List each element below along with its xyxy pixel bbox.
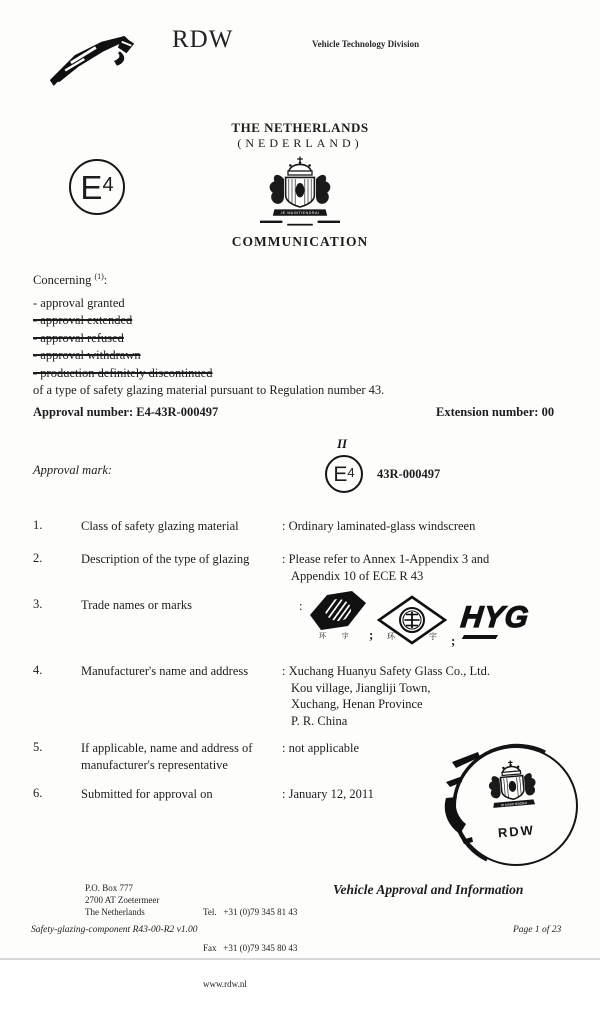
footer-address-line: P.O. Box 777 [85, 882, 159, 894]
detail-4-value-line: Xuchang Huanyu Safety Glass Co., Ltd. [289, 664, 490, 678]
trademark-diamond-caption-left: 环 [387, 632, 396, 641]
country-title-native: (NEDERLAND) [0, 136, 600, 151]
netherlands-coat-of-arms-icon [252, 156, 348, 234]
detail-2-label: Description of the type of glazing [81, 551, 286, 568]
stamp-coat-of-arms-icon [473, 757, 552, 823]
footer-website[interactable]: www.rdw.nl [203, 978, 297, 990]
trademark-diamond-caption-right: 宇 [429, 631, 437, 641]
footnote-ref: (1) [94, 272, 103, 281]
approval-number-label: Approval number: [33, 405, 133, 419]
trademark-hyg-logo [461, 601, 591, 643]
e-badge-digit: 4 [102, 175, 113, 195]
coat-of-arms-motto: JE MAINTIENDRAI [281, 211, 320, 215]
detail-3-label: Trade names or marks [81, 597, 286, 614]
detail-4-value-line: Xuchang, Henan Province [282, 696, 490, 713]
trademark-diamond-icon [377, 595, 447, 645]
detail-4-label: Manufacturer's name and address [81, 663, 286, 680]
country-title: THE NETHERLANDS [0, 120, 600, 136]
footer-page-number: Page 1 of 23 [513, 925, 561, 935]
separator-semicolon: ; [451, 633, 455, 649]
colon: : [282, 664, 285, 678]
e-badge-digit: 4 [347, 466, 354, 479]
trademark-hexagon-caption: 环 宇 [319, 631, 356, 641]
e4-approval-badge [69, 159, 125, 215]
document-type-title: COMMUNICATION [0, 234, 600, 250]
approval-mark-code: 43R-000497 [377, 467, 440, 482]
stamp-motto: JE MAINTIENDRAI [501, 801, 528, 807]
option-approval-refused: - approval refused [33, 330, 212, 347]
option-approval-extended: - approval extended [33, 312, 212, 329]
footer-address-line: 2700 AT Zoetermeer [85, 894, 159, 906]
colon: : [282, 741, 285, 755]
approval-number-value: E4-43R-000497 [136, 405, 218, 419]
approval-mark-numeral: II [337, 436, 347, 452]
extension-number-label: Extension number: [436, 405, 538, 419]
option-approval-withdrawn: - approval withdrawn [33, 347, 212, 364]
detail-2-value-line: Please refer to Annex 1-Appendix 3 and [289, 552, 490, 566]
e-badge-letter: E [80, 171, 102, 204]
option-production-discontinued: - production definitely discontinued [33, 365, 212, 382]
approval-mark-e4-badge [325, 455, 363, 493]
detail-4-value [282, 663, 490, 729]
colon: : [282, 519, 285, 533]
footer-department: Vehicle Approval and Information [333, 882, 523, 898]
detail-2-value [282, 551, 489, 584]
detail-6-value [282, 786, 374, 803]
colon: : [299, 599, 302, 614]
detail-4-number: 4. [33, 663, 42, 678]
detail-2-number: 2. [33, 551, 42, 566]
trademark-hyg-text: HYG [459, 601, 531, 635]
concerning-heading [33, 272, 107, 288]
detail-1-value-line: Ordinary laminated-glass windscreen [289, 519, 476, 533]
detail-6-label: Submitted for approval on [81, 786, 286, 803]
concerning-subject: of a type of safety glazing material pursuant to Regulation number 43. [33, 383, 384, 398]
footer-address [85, 882, 159, 918]
concerning-colon: : [104, 273, 107, 287]
separator-semicolon: ; [369, 627, 373, 643]
extension-number-value: 00 [542, 405, 555, 419]
detail-6-value-line: January 12, 2011 [289, 787, 374, 801]
concerning-label: Concerning [33, 273, 91, 287]
colon: : [282, 787, 285, 801]
approval-number [33, 405, 218, 420]
approval-mark-label: Approval mark: [33, 463, 112, 478]
footer-fax-line: Fax +31 (0)79 345 80 43 [203, 942, 297, 954]
rdw-approval-stamp [444, 742, 584, 870]
footer-tel-line: Tel. +31 (0)79 345 81 43 [203, 906, 297, 918]
concerning-options-list [33, 295, 212, 382]
detail-5-value [282, 740, 359, 757]
detail-5-number: 5. [33, 740, 42, 755]
colon: : [282, 552, 285, 566]
detail-2-value-line: Appendix 10 of ECE R 43 [282, 568, 489, 585]
rdw-bird-logo-icon [46, 30, 138, 88]
detail-3-number: 3. [33, 597, 42, 612]
extension-number [436, 405, 554, 420]
detail-1-label: Class of safety glazing material [81, 518, 286, 535]
trademarks-row [295, 585, 595, 653]
division-title: Vehicle Technology Division [312, 39, 419, 49]
detail-5-label: If applicable, name and address of manufacturer's representative [81, 740, 286, 773]
detail-5-value-line: not applicable [289, 741, 359, 755]
option-approval-granted: - approval granted [33, 295, 212, 312]
stamp-content [449, 741, 579, 867]
stamp-rdw-text: RDW [456, 819, 577, 844]
detail-4-value-line: Kou village, Jiangliji Town, [282, 680, 490, 697]
footer-contact [203, 882, 297, 1014]
brand-wordmark: RDW [172, 26, 233, 54]
detail-6-number: 6. [33, 786, 42, 801]
detail-1-value [282, 518, 475, 535]
trademark-hyg-underline [462, 635, 498, 639]
footer-doc-id: Safety-glazing-component R43-00-R2 v1.00 [31, 925, 197, 935]
trademark-hexagon-icon [309, 591, 367, 631]
detail-4-value-line: P. R. China [282, 713, 490, 730]
detail-1-number: 1. [33, 518, 42, 533]
footer-address-line: The Netherlands [85, 906, 159, 918]
e-badge-letter: E [333, 464, 347, 485]
